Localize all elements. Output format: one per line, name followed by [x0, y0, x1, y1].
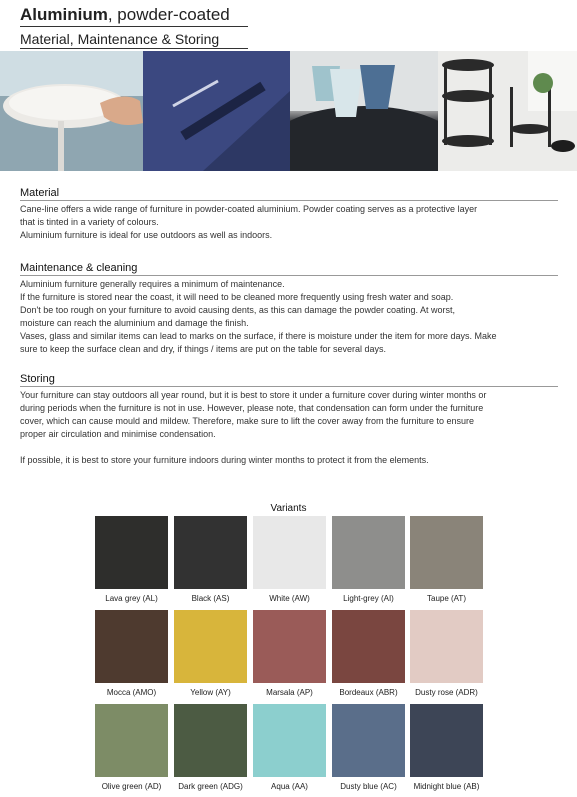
material-line: Aluminium furniture is ideal for use outdoors as well as indoors.	[20, 230, 273, 240]
page-title	[20, 4, 248, 26]
maintenance-section	[20, 262, 558, 356]
variant-label: Light-grey (AI)	[343, 594, 394, 603]
variant-swatch	[174, 610, 247, 683]
maintenance-heading: Maintenance & cleaning	[20, 262, 558, 276]
variant-label: Dusty blue (AC)	[340, 782, 397, 791]
page-header	[20, 4, 248, 47]
title-bold: Aluminium	[20, 5, 108, 24]
variant-label: Mocca (AMO)	[106, 688, 157, 697]
storing-line: during periods when the furniture is not in use. However, please note, that condensation can form under the furniture	[20, 403, 484, 413]
material-line: that is tinted in a variety of colours.	[20, 217, 159, 227]
variant-swatch	[95, 516, 168, 589]
storing-line: cover, which can cause mould and mildew. Therefore, make sure to lift the cover away from the furniture to ensure	[20, 416, 475, 426]
material-section	[20, 187, 558, 242]
variant-swatch	[174, 704, 247, 777]
variant-swatch	[410, 610, 483, 683]
photo-strip	[0, 51, 577, 171]
variant-swatch	[253, 516, 326, 589]
variant-label: Yellow (AY)	[190, 688, 231, 697]
variant-label: Olive green (AD)	[101, 782, 162, 791]
storing-section	[20, 373, 558, 467]
photo-trolley	[438, 51, 577, 171]
variant-swatch	[253, 610, 326, 683]
variant-label: Midnight blue (AB)	[413, 782, 480, 791]
maintenance-line: sure to keep the surface clean and dry, if things / items are put on the table for several days.	[20, 344, 387, 354]
storing-line: Your furniture can stay outdoors all year round, but it is best to store it under a furniture cover during winter months or	[20, 390, 487, 400]
maintenance-line: Don't be too rough on your furniture to avoid causing dents, as this can damage the powder coating. At worst,	[20, 305, 455, 315]
maintenance-line: Vases, glass and similar items can lead to marks on the surface, if there is moisture under the item for more days. Make	[20, 331, 497, 341]
material-heading: Material	[20, 187, 558, 201]
variant-swatch	[332, 516, 405, 589]
variant-swatch	[95, 704, 168, 777]
variant-label: Dark green (ADG)	[178, 782, 243, 791]
material-text	[20, 203, 558, 242]
variant-label: Black (AS)	[191, 594, 230, 603]
maintenance-line: Aluminium furniture generally requires a minimum of maintenance.	[20, 279, 285, 289]
photo-blue-chair	[143, 51, 290, 171]
variant-swatch	[410, 704, 483, 777]
maintenance-line: moisture can reach the aluminium and damage the finish.	[20, 318, 249, 328]
storing-line: If possible, it is best to store your furniture indoors during winter months to protect it from the elements.	[20, 455, 429, 465]
variant-swatch	[410, 516, 483, 589]
page-subtitle: Material, Maintenance & Storing	[20, 31, 248, 49]
storing-text	[20, 389, 558, 467]
variant-label: Taupe (AT)	[427, 594, 466, 603]
variant-swatch	[332, 704, 405, 777]
variant-swatch	[95, 610, 168, 683]
variant-swatch	[174, 516, 247, 589]
variant-label: Lava grey (AL)	[105, 594, 158, 603]
variant-swatch	[253, 704, 326, 777]
title-rest: , powder-coated	[107, 5, 230, 24]
photo-tray-table	[0, 51, 143, 171]
maintenance-text	[20, 278, 558, 356]
variant-swatch	[332, 610, 405, 683]
variant-label: White (AW)	[269, 594, 310, 603]
storing-heading: Storing	[20, 373, 558, 387]
variant-label: Marsala (AP)	[266, 688, 313, 697]
variant-label: Aqua (AA)	[271, 782, 308, 791]
variants-title: Variants	[270, 503, 307, 514]
photo-cups-table	[290, 51, 438, 171]
maintenance-line: If the furniture is stored near the coast, it will need to be cleaned more frequently using fresh water and soap.	[20, 292, 454, 302]
storing-line: proper air circulation and minimise condensation.	[20, 429, 216, 439]
variant-label: Dusty rose (ADR)	[415, 688, 478, 697]
variant-label: Bordeaux (ABR)	[339, 688, 398, 697]
material-line: Cane-line offers a wide range of furniture in powder-coated aluminium. Powder coating serves as a protective layer	[20, 204, 478, 214]
